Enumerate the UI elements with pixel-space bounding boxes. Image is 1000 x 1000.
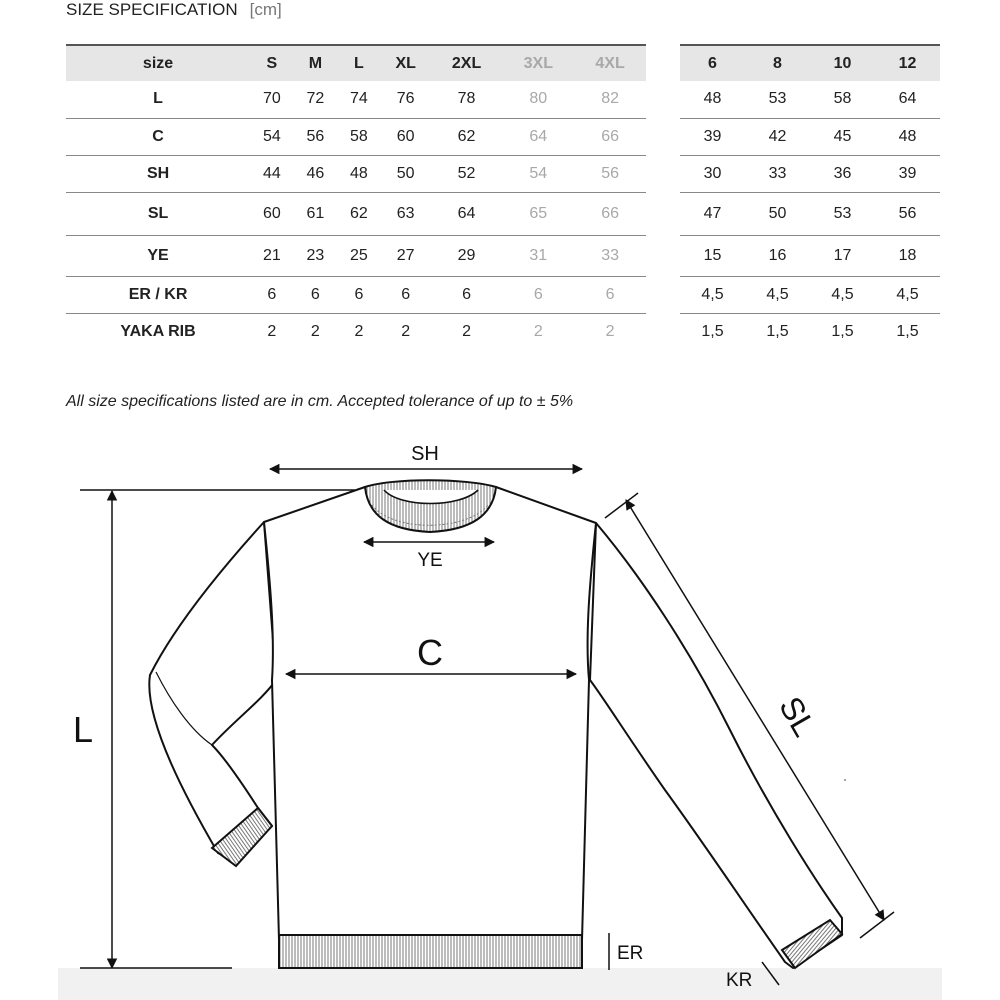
row-label: SL bbox=[66, 192, 250, 235]
table-cell: 39 bbox=[680, 118, 745, 155]
l-label: L bbox=[72, 709, 94, 750]
table-cell: 58 bbox=[337, 118, 381, 155]
table-cell: 36 bbox=[810, 155, 875, 192]
c-label: C bbox=[417, 632, 443, 673]
column-header: XL bbox=[381, 45, 431, 81]
table-cell: 66 bbox=[574, 192, 646, 235]
table-cell: 66 bbox=[574, 118, 646, 155]
table-cell: 4,5 bbox=[745, 276, 810, 313]
table-cell: 56 bbox=[875, 192, 940, 235]
column-header: 8 bbox=[745, 45, 810, 81]
table-cell: 6 bbox=[502, 276, 574, 313]
table-cell: 60 bbox=[381, 118, 431, 155]
kr-label: KR bbox=[726, 970, 753, 991]
table-cell: 1,5 bbox=[831, 322, 854, 340]
table-cell: 4,5 bbox=[875, 276, 940, 313]
sl-bottom-tick bbox=[860, 912, 894, 938]
tolerance-note: All size specifications listed are in cm. Accepted tolerance of up to ± 5% bbox=[66, 393, 574, 410]
table-cell: 50 bbox=[745, 192, 810, 235]
column-header: M bbox=[294, 45, 338, 81]
table-cell: 17 bbox=[810, 235, 875, 276]
table-cell: 64 bbox=[502, 118, 574, 155]
table-cell: 53 bbox=[810, 192, 875, 235]
column-header: 4XL bbox=[574, 45, 646, 81]
table-cell: 30 bbox=[680, 155, 745, 192]
spec-title: SIZE SPECIFICATION bbox=[66, 0, 238, 19]
er-label: ER bbox=[617, 943, 644, 964]
row-label: ER / KR bbox=[66, 276, 250, 313]
table-cell: 61 bbox=[294, 192, 338, 235]
table-cell: 47 bbox=[680, 192, 745, 235]
table-cell: 62 bbox=[431, 118, 503, 155]
table-cell: 21 bbox=[250, 235, 294, 276]
table-cell: 54 bbox=[250, 118, 294, 155]
sweatshirt-outline bbox=[149, 487, 842, 968]
table-cell: 33 bbox=[574, 235, 646, 276]
table-cell: 60 bbox=[250, 192, 294, 235]
table-cell: 1,5 bbox=[896, 322, 919, 340]
table-cell: 2 bbox=[310, 322, 320, 340]
table-cell: 53 bbox=[745, 81, 810, 118]
table-cell: 52 bbox=[431, 155, 503, 192]
table-cell: 4,5 bbox=[680, 276, 745, 313]
table-cell: 1,5 bbox=[701, 322, 724, 340]
sl-top-tick bbox=[605, 493, 638, 518]
spec-unit: [cm] bbox=[249, 0, 282, 19]
row-label: C bbox=[66, 118, 250, 155]
table-cell: 64 bbox=[875, 81, 940, 118]
table-cell: 16 bbox=[745, 235, 810, 276]
table-cell: 48 bbox=[337, 155, 381, 192]
sh-label: SH bbox=[411, 443, 439, 465]
table-cell: 6 bbox=[381, 276, 431, 313]
table-cell: 39 bbox=[875, 155, 940, 192]
table-cell: 48 bbox=[680, 81, 745, 118]
table-cell: 44 bbox=[250, 155, 294, 192]
table-cell: 63 bbox=[381, 192, 431, 235]
table-cell: 2 bbox=[401, 322, 411, 340]
row-label: YAKA RIB bbox=[120, 322, 196, 340]
table-cell: 1,5 bbox=[766, 322, 789, 340]
table-cell: 64 bbox=[431, 192, 503, 235]
table-cell: 54 bbox=[502, 155, 574, 192]
table-cell: 2 bbox=[605, 322, 615, 340]
table-cell: 2 bbox=[354, 322, 364, 340]
row-label: SH bbox=[66, 155, 250, 192]
table-cell: 4,5 bbox=[810, 276, 875, 313]
table-cell: 2 bbox=[533, 322, 543, 340]
table-cell: 45 bbox=[810, 118, 875, 155]
table-cell: 76 bbox=[381, 81, 431, 118]
table-cell: 6 bbox=[337, 276, 381, 313]
table-cell: 42 bbox=[745, 118, 810, 155]
sl-label: SL bbox=[772, 690, 823, 743]
table-cell: 6 bbox=[431, 276, 503, 313]
column-header: size bbox=[66, 45, 250, 81]
table-cell: 6 bbox=[250, 276, 294, 313]
table-cell: 74 bbox=[337, 81, 381, 118]
column-header: 2XL bbox=[431, 45, 503, 81]
row-label: YE bbox=[66, 235, 250, 276]
bottom-shadow bbox=[58, 968, 942, 1000]
table-cell: 70 bbox=[250, 81, 294, 118]
table-cell: 56 bbox=[294, 118, 338, 155]
table-cell: 56 bbox=[574, 155, 646, 192]
column-header: 10 bbox=[810, 45, 875, 81]
table-cell: 27 bbox=[381, 235, 431, 276]
table-cell: 18 bbox=[875, 235, 940, 276]
waist-rib bbox=[279, 935, 582, 968]
column-header: L bbox=[337, 45, 381, 81]
table-cell: 62 bbox=[337, 192, 381, 235]
table-cell: 72 bbox=[294, 81, 338, 118]
table-cell: 6 bbox=[294, 276, 338, 313]
table-cell: 6 bbox=[574, 276, 646, 313]
table-cell: 2 bbox=[462, 322, 471, 340]
column-header: 12 bbox=[875, 45, 940, 81]
column-header: S bbox=[250, 45, 294, 81]
column-header: 3XL bbox=[502, 45, 574, 81]
table-cell: 15 bbox=[680, 235, 745, 276]
table-cell: 65 bbox=[502, 192, 574, 235]
table-cell: 25 bbox=[337, 235, 381, 276]
table-cell: 31 bbox=[502, 235, 574, 276]
column-header: 6 bbox=[680, 45, 745, 81]
table-cell: 46 bbox=[294, 155, 338, 192]
table-cell: 50 bbox=[381, 155, 431, 192]
table-cell: 82 bbox=[574, 81, 646, 118]
table-cell: 80 bbox=[502, 81, 574, 118]
table-cell: 78 bbox=[431, 81, 503, 118]
row-label: L bbox=[66, 81, 250, 118]
ye-label: YE bbox=[417, 550, 443, 571]
table-cell: 23 bbox=[294, 235, 338, 276]
speck bbox=[844, 779, 846, 781]
table-cell: 29 bbox=[431, 235, 503, 276]
table-cell: 58 bbox=[810, 81, 875, 118]
table-cell: 33 bbox=[745, 155, 810, 192]
table-cell: 48 bbox=[875, 118, 940, 155]
table-cell: 2 bbox=[267, 322, 277, 340]
